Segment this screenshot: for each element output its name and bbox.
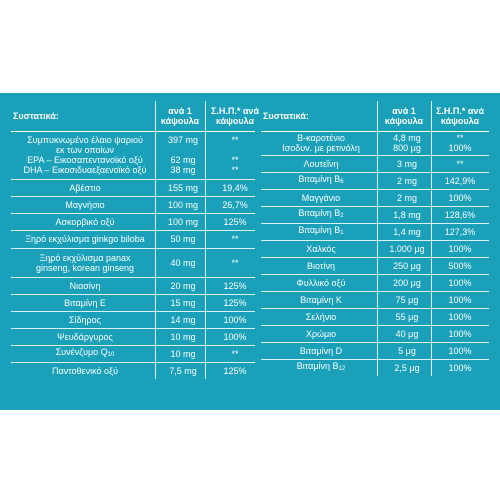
table-row — [11, 277, 255, 295]
ingredient-rdi-line: 100% — [448, 143, 472, 153]
ingredient-amount-line: 2 mg — [396, 175, 417, 186]
ingredient-name-line: Σελήνιο — [305, 311, 337, 322]
ingredient-name — [261, 359, 379, 376]
ingredient-rdi-line: 100% — [448, 192, 472, 203]
ingredient-name-line: Ισοδυν. με ρετινόλη — [282, 143, 360, 153]
ingredient-amount — [155, 277, 208, 294]
ingredient-amount — [155, 328, 208, 345]
ingredient-amount-line: 155 mg — [167, 182, 199, 193]
ingredient-rdi-line: 100% — [448, 294, 472, 305]
footnote-no-rdi: **Δεν υπάρχει Σ.Η.Π. στην ΕΕ — [13, 467, 134, 477]
ingredient-amount-line: 200 μg — [393, 277, 421, 288]
ingredient-name — [11, 345, 157, 362]
ingredient-name-line: EPA – Εικοσαπεντανοϊκό οξύ — [27, 155, 143, 165]
ingredient-rdi — [431, 359, 489, 376]
table-row — [261, 342, 489, 360]
ingredient-amount — [155, 294, 208, 311]
ingredient-rdi — [205, 345, 265, 362]
ingredient-name-line: Βιοτίνη — [307, 260, 335, 271]
ingredient-amount-line: 40 mg — [170, 257, 196, 268]
ingredient-amount — [377, 131, 434, 155]
ingredient-amount-line: 10 mg — [170, 348, 196, 359]
header-ingredients: Συστατικά: — [263, 111, 309, 121]
ingredient-rdi-line: 125% — [223, 216, 247, 227]
ingredient-amount-line: 100 mg — [167, 216, 199, 227]
ingredient-name — [261, 325, 379, 342]
ingredient-amount-line: 397 mg — [167, 135, 199, 145]
ingredient-amount — [155, 131, 208, 179]
ingredient-name-line: Χαλκός — [306, 243, 336, 254]
ingredient-name-line: Χρώμιο — [305, 328, 337, 339]
ingredient-amount-line: 62 mg — [170, 155, 196, 165]
header-per-capsule: ανά 1 κάψουλα — [384, 106, 424, 126]
ingredient-name-line: εκ των οποίων — [56, 145, 114, 155]
ingredient-amount — [377, 240, 434, 257]
ingredient-amount-line: 1,4 mg — [393, 226, 421, 237]
ingredient-name-line: Βιταμίνη $B_{12}$ — [296, 361, 346, 372]
ingredient-name — [261, 131, 379, 155]
ingredient-amount — [377, 155, 434, 172]
table-row — [11, 362, 255, 379]
table-row — [261, 223, 489, 241]
ingredient-amount — [377, 257, 434, 274]
ingredient-name-line: Β-καροτένιο — [297, 133, 345, 143]
ingredient-rdi-line — [234, 145, 237, 155]
table-row — [261, 172, 489, 190]
ingredient-amount — [377, 359, 434, 376]
header-ingredients: Συστατικά: — [13, 111, 59, 121]
ingredient-rdi — [205, 294, 265, 311]
table-row — [261, 240, 489, 258]
ingredient-name-line: Βιταμίνη $B_6$ — [298, 174, 344, 185]
ingredient-amount — [155, 311, 208, 328]
ingredient-amount — [377, 325, 434, 342]
ingredient-rdi-line: 26,7% — [222, 199, 248, 210]
header-rdi: Σ.Η.Π.* ανά κάψουλα — [211, 106, 259, 126]
ingredient-rdi-line: 100% — [448, 277, 472, 288]
ingredient-amount-line: 800 μg — [393, 143, 421, 153]
ingredient-rdi — [205, 328, 265, 345]
ingredient-rdi-line: 127,3% — [444, 226, 476, 237]
ingredient-name — [261, 172, 379, 189]
column-divider — [377, 101, 378, 376]
column-divider — [431, 101, 432, 376]
ingredient-name-line: Αβέστιο — [69, 182, 101, 193]
ingredient-name — [11, 179, 157, 196]
ingredient-rdi-line: 100% — [448, 345, 472, 356]
ingredient-rdi — [431, 172, 489, 189]
ingredient-name-line: Ξηρό εκχύλισμα panax — [39, 252, 131, 263]
ingredient-rdi-line: 100% — [223, 331, 247, 342]
ingredient-name-line: ginseng, korean ginseng — [35, 262, 135, 273]
ingredient-amount-line: 50 mg — [170, 234, 196, 244]
ingredient-name — [11, 230, 157, 248]
ingredient-name-line: Νιασίνη — [69, 280, 101, 291]
ingredient-amount-line: 2,5 μg — [394, 362, 420, 373]
ingredient-amount-line: 5 μg — [398, 345, 416, 356]
ingredient-rdi — [431, 223, 489, 240]
ingredient-rdi-line: 125% — [223, 280, 247, 291]
ingredient-amount-line: 1.000 μg — [389, 243, 425, 254]
ingredient-name-line: Μαγνήσιο — [65, 199, 105, 210]
ingredient-name-line: Μαγγάνιο — [301, 192, 341, 203]
ingredient-amount — [377, 308, 434, 325]
ingredient-name-line: Σίδηρος — [68, 314, 102, 325]
ingredient-name-line: Συμπυκνωμένο έλαιο ψαριού — [27, 135, 143, 145]
ingredient-rdi — [205, 179, 265, 196]
ingredient-amount — [155, 362, 208, 379]
table-row — [11, 213, 255, 231]
ingredient-amount-line: 20 mg — [170, 280, 196, 291]
ingredient-rdi-line: 100% — [448, 362, 472, 373]
ingredient-amount-line: 1,8 mg — [393, 209, 421, 220]
ingredient-amount-line: 15 mg — [170, 297, 196, 308]
ingredient-amount-line: 75 μg — [395, 294, 419, 305]
column-divider — [155, 101, 156, 379]
ingredient-name — [261, 240, 379, 257]
ingredient-rdi — [431, 257, 489, 274]
table-row — [11, 196, 255, 214]
ingredient-amount — [155, 213, 208, 230]
ingredient-amount-line: 100 mg — [167, 199, 199, 210]
table-row — [11, 294, 255, 312]
ingredient-name-line: Βιταμίνη E — [64, 297, 106, 308]
table-row — [11, 248, 255, 278]
ingredient-amount-line: 38 mg — [170, 165, 196, 175]
ingredient-rdi-line: ** — [231, 135, 239, 145]
table-row — [261, 325, 489, 343]
ingredient-name — [261, 308, 379, 325]
table-row — [261, 206, 489, 224]
ingredient-rdi-line: 100% — [448, 243, 472, 254]
ingredient-rdi — [431, 291, 489, 308]
ingredient-name — [261, 223, 379, 240]
ingredient-name-line: Βιταμίνη $B_2$ — [298, 208, 344, 219]
ingredient-name — [261, 342, 379, 359]
table-row — [261, 359, 489, 376]
ingredient-amount-line: 4,8 mg — [393, 133, 421, 143]
ingredient-rdi-line: ** — [231, 234, 239, 244]
footnotes — [13, 454, 155, 478]
ingredient-name — [11, 196, 157, 213]
table-row — [11, 179, 255, 197]
ingredient-name — [261, 291, 379, 308]
ingredient-rdi-line: 500% — [448, 260, 472, 271]
ingredient-rdi-line: 128,6% — [444, 209, 476, 220]
table-row — [261, 291, 489, 309]
ingredient-name — [11, 131, 157, 179]
column-divider — [205, 101, 206, 379]
ingredient-amount-line: 40 μg — [395, 328, 419, 339]
ingredient-rdi-line: ** — [231, 165, 239, 175]
ingredient-amount — [377, 291, 434, 308]
ingredient-rdi-line: 100% — [448, 328, 472, 339]
ingredient-rdi — [205, 131, 265, 179]
ingredient-name-line: Βιταμίνη Κ — [300, 294, 342, 305]
ingredient-amount — [155, 196, 208, 213]
ingredient-amount-line — [182, 145, 185, 155]
ingredient-name — [11, 311, 157, 328]
ingredient-rdi-line: 125% — [223, 365, 247, 376]
ingredient-name-line: Βιταμίνη D — [299, 345, 343, 356]
ingredient-rdi — [431, 308, 489, 325]
ingredient-rdi-line: 100% — [223, 314, 247, 325]
ingredient-amount-line: 2 mg — [396, 192, 417, 203]
ingredient-name — [261, 206, 379, 223]
ingredient-amount — [155, 179, 208, 196]
ingredient-name — [11, 213, 157, 230]
ingredient-rdi-line: ** — [231, 348, 239, 359]
ingredient-amount — [377, 206, 434, 223]
ingredient-name-line: Παντοθενικό οξύ — [51, 365, 118, 376]
ingredient-name-line: Ασκορβικό οξύ — [55, 216, 115, 227]
ingredient-rdi — [431, 206, 489, 223]
ingredient-name — [11, 362, 157, 379]
table-row — [261, 308, 489, 326]
ingredient-name-line: Ψευδάργυρος — [57, 331, 113, 342]
ingredient-amount — [377, 189, 434, 206]
ingredient-rdi-line: ** — [456, 158, 464, 169]
ingredient-rdi-line: 142,9% — [444, 175, 476, 186]
ingredient-rdi — [431, 155, 489, 172]
ingredient-name — [11, 328, 157, 345]
ingredient-name-line: Συνένζυμο $Q_{10}$ — [55, 347, 115, 358]
table-row — [11, 328, 255, 346]
table-row — [261, 257, 489, 275]
ingredient-name-line: Βιταμίνη $B_1$ — [298, 225, 344, 236]
ingredient-name-line: Ξηρό εκχύλισμα ginkgo biloba — [25, 234, 145, 244]
ingredient-name — [261, 274, 379, 291]
ingredient-name — [261, 257, 379, 274]
ingredient-rdi-line: 100% — [448, 311, 472, 322]
ingredient-rdi — [205, 311, 265, 328]
ingredient-rdi — [431, 131, 489, 155]
table-row — [11, 345, 255, 363]
ingredient-name-line: DHA – Εικοσιδυαεξαενοϊκό οξύ — [23, 165, 147, 175]
ingredient-rdi — [431, 325, 489, 342]
table-row — [11, 230, 255, 249]
ingredient-rdi — [431, 189, 489, 206]
ingredient-rdi — [205, 277, 265, 294]
ingredient-rdi-line: 125% — [223, 297, 247, 308]
ingredient-amount — [377, 342, 434, 359]
ingredient-rdi — [431, 240, 489, 257]
table-row — [261, 189, 489, 207]
table-row — [11, 311, 255, 329]
ingredient-rdi — [431, 274, 489, 291]
ingredient-rdi — [205, 230, 265, 248]
ingredient-name-line: Λουτεΐνη — [303, 158, 339, 169]
ingredient-amount-line: 10 mg — [170, 331, 196, 342]
ingredient-name — [261, 155, 379, 172]
table-row — [261, 274, 489, 292]
ingredient-amount — [155, 230, 208, 248]
ingredient-rdi-line: ** — [456, 133, 464, 143]
table-row — [11, 131, 255, 180]
ingredient-amount — [377, 172, 434, 189]
ingredient-name — [11, 294, 157, 311]
ingredient-amount-line: 250 μg — [393, 260, 421, 271]
ingredient-name-line: Φυλλικό οξύ — [296, 277, 346, 288]
ingredient-rdi — [431, 342, 489, 359]
ingredient-amount-line: 7,5 mg — [169, 365, 197, 376]
ingredient-amount — [155, 345, 208, 362]
ingredient-rdi — [205, 213, 265, 230]
ingredient-rdi — [205, 196, 265, 213]
ingredient-amount-line: 55 μg — [395, 311, 419, 322]
table-header-row — [11, 101, 259, 132]
table-row — [261, 155, 489, 173]
ingredient-amount-line: 3 mg — [396, 158, 417, 169]
ingredient-amount — [377, 274, 434, 291]
ingredient-amount-line: 14 mg — [170, 314, 196, 325]
ingredient-rdi-line: ** — [231, 257, 239, 268]
ingredient-name — [11, 248, 157, 277]
header-rdi: Σ.Η.Π.* ανά κάψουλα — [436, 106, 484, 126]
ingredient-rdi — [205, 362, 265, 379]
header-per-capsule: ανά 1 κάψουλα — [160, 106, 200, 126]
ingredient-amount — [377, 223, 434, 240]
ingredient-rdi-line: ** — [231, 155, 239, 165]
nutrition-panel — [0, 93, 500, 477]
ingredient-amount — [155, 248, 208, 277]
table-row — [261, 131, 489, 156]
table-header-row — [261, 101, 489, 132]
ingredient-rdi-line: 19,4% — [222, 182, 248, 193]
footnote-rdi: *Συνιστώμενη Ημερήσια Πρόσληψη — [13, 455, 155, 465]
ingredient-name — [11, 277, 157, 294]
ingredient-rdi — [205, 248, 265, 277]
ingredient-name — [261, 189, 379, 206]
